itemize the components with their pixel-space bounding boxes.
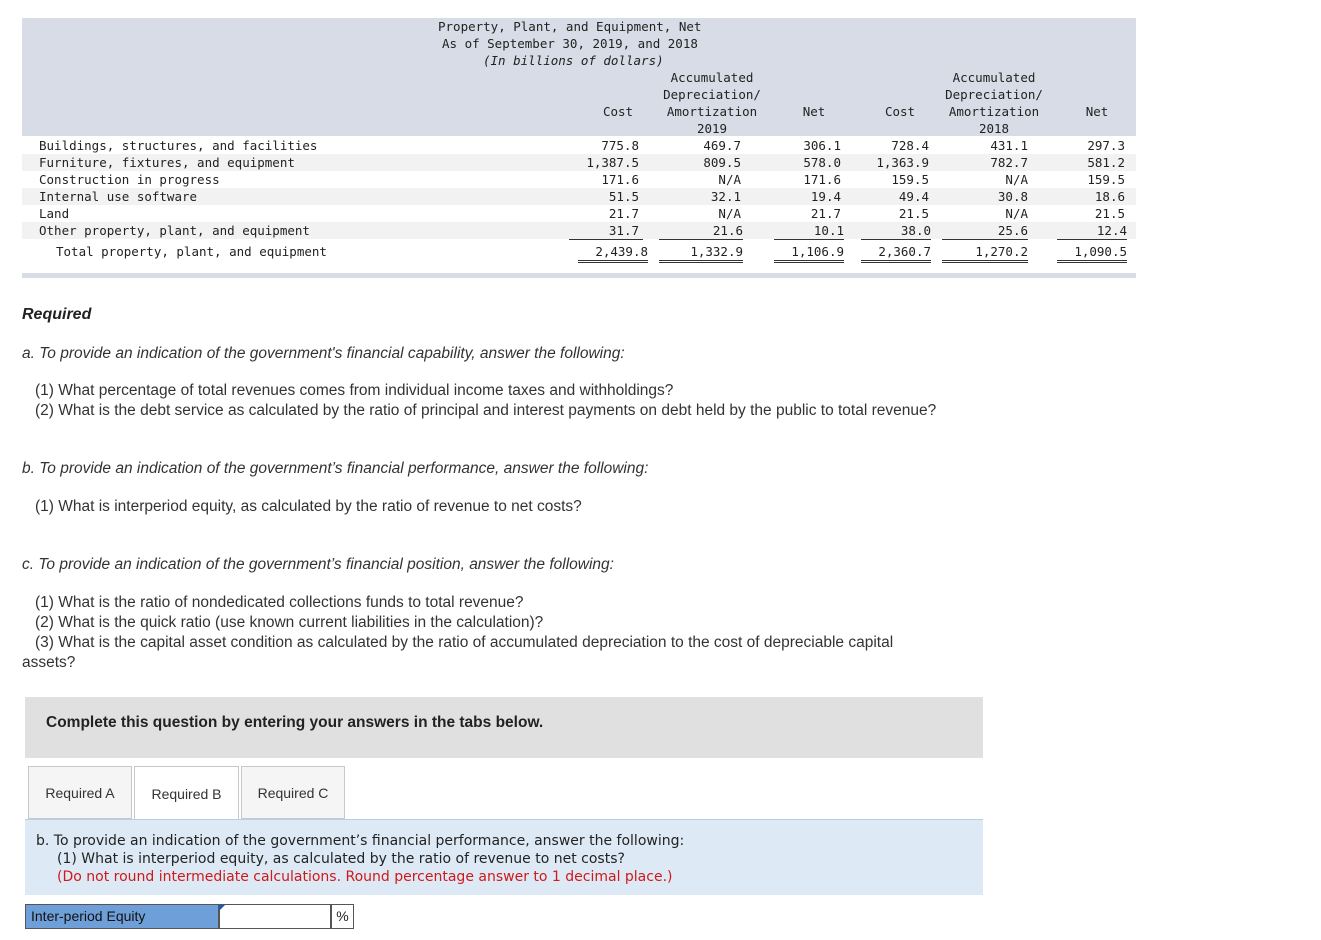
table-row [22, 188, 1136, 205]
part-c-intro: c. To provide an indication of the government’s financial position, answer the following: [22, 556, 614, 573]
table-row [22, 205, 1136, 222]
part-a-question-1: (1) What percentage of total revenues comes from individual income taxes and withholdings? [35, 382, 674, 399]
interperiod-equity-label: Inter-period Equity [25, 904, 219, 929]
cell-accum-2018: 782.7 [990, 155, 1028, 170]
cell-cost-2018: 49.4 [898, 189, 929, 204]
header-accum-2018-line-1: Accumulated [952, 70, 1036, 85]
part-c-question-2: (2) What is the quick ratio (use known current liabilities in the calculation)? [35, 614, 544, 631]
cell-cost-2019: 31.7 [569, 222, 643, 240]
table-row [22, 137, 1136, 154]
table-total-row [22, 242, 1136, 264]
tab-required-c[interactable]: Required C [241, 766, 345, 819]
total-accum-2019: 1,332.9 [659, 243, 743, 263]
instructions-box [25, 697, 983, 758]
table-bottom-strip [22, 273, 1136, 278]
header-net-2019: Net [802, 104, 826, 119]
cell-net-2018: 21.5 [1094, 206, 1125, 221]
header-year-2018: 2018 [978, 121, 1010, 136]
total-cost-2019: 2,439.8 [578, 243, 648, 263]
cell-net-2019: 578.0 [803, 155, 841, 170]
cell-accum-2018: 431.1 [990, 138, 1028, 153]
header-cost-2019: Cost [602, 104, 634, 119]
header-accum-2019-line-3: Amortization [666, 104, 758, 119]
total-accum-2018: 1,270.2 [942, 243, 1028, 263]
cell-net-2019: 10.1 [774, 222, 844, 240]
table-title-line-1: Property, Plant, and Equipment, Net [438, 19, 702, 34]
cell-net-2019: 306.1 [803, 138, 841, 153]
ppe-table [22, 18, 1136, 280]
instructions-text: Complete this question by entering your answers in the tabs below. [46, 714, 544, 731]
row-label: Construction in progress [39, 172, 220, 187]
cell-net-2019: 171.6 [803, 172, 841, 187]
total-label: Total property, plant, and equipment [56, 244, 327, 259]
part-a-intro: a. To provide an indication of the government's financial capability, answer the following: [22, 345, 625, 362]
cell-net-2018: 18.6 [1094, 189, 1125, 204]
cell-cost-2018: 21.5 [898, 206, 929, 221]
header-accum-2019-line-1: Accumulated [670, 70, 754, 85]
part-a-question-2: (2) What is the debt service as calculated by the ratio of principal and interest payments on debt held by the public to total revenue? [35, 402, 937, 419]
cell-net-2018: 159.5 [1087, 172, 1125, 187]
cell-net-2019: 19.4 [810, 189, 841, 204]
header-year-2019: 2019 [696, 121, 728, 136]
cell-accum-2018: N/A [1005, 172, 1028, 187]
part-c-question-1: (1) What is the ratio of nondedicated collections funds to total revenue? [35, 594, 524, 611]
table-row [22, 222, 1136, 239]
cell-cost-2019: 775.8 [601, 138, 639, 153]
part-b-question-1: (1) What is interperiod equity, as calculated by the ratio of revenue to net costs? [35, 498, 582, 515]
cell-accum-2019: 809.5 [703, 155, 741, 170]
cell-cost-2019: 51.5 [608, 189, 639, 204]
header-cost-2018: Cost [884, 104, 916, 119]
part-c-question-3-continued: assets? [22, 654, 76, 671]
tab-required-b[interactable]: Required B [134, 766, 239, 820]
header-accum-2018-line-3: Amortization [948, 104, 1040, 119]
cell-accum-2019: 32.1 [710, 189, 741, 204]
header-accum-2019-line-2: Depreciation/ [663, 87, 761, 102]
required-heading: Required [22, 306, 92, 323]
part-b-intro: b. To provide an indication of the government’s financial performance, answer the following: [22, 460, 649, 477]
cell-net-2019: 21.7 [810, 206, 841, 221]
cell-cost-2018: 1,363.9 [876, 155, 929, 170]
part-c-question-3: (3) What is the capital asset condition as calculated by the ratio of accumulated depreciation to the cost of depreciable capital [35, 634, 894, 651]
panel-intro: b. To provide an indication of the government’s financial performance, answer the following: [36, 833, 685, 849]
cell-cost-2019: 1,387.5 [586, 155, 639, 170]
table-units: (In billions of dollars) [483, 53, 664, 68]
cell-cost-2019: 171.6 [601, 172, 639, 187]
tab-panel-required-b [25, 819, 983, 895]
header-net-2018: Net [1085, 104, 1109, 119]
panel-rounding-note: (Do not round intermediate calculations. Round percentage answer to 1 decimal place.) [57, 869, 673, 885]
tab-required-a[interactable]: Required A [28, 766, 132, 819]
row-label: Furniture, fixtures, and equipment [39, 155, 295, 170]
interperiod-equity-input[interactable] [219, 904, 331, 929]
cell-accum-2019: 21.6 [659, 222, 743, 240]
row-label: Internal use software [39, 189, 198, 204]
cell-accum-2018: 30.8 [997, 189, 1028, 204]
total-net-2019: 1,106.9 [774, 243, 844, 263]
row-label: Land [39, 206, 70, 221]
cell-accum-2019: N/A [718, 172, 741, 187]
table-row [22, 154, 1136, 171]
total-net-2018: 1,090.5 [1057, 243, 1127, 263]
row-label: Buildings, structures, and facilities [39, 138, 318, 153]
cell-net-2018: 12.4 [1057, 222, 1127, 240]
header-accum-2018-line-2: Depreciation/ [945, 87, 1043, 102]
cell-accum-2018: 25.6 [942, 222, 1028, 240]
table-title-line-2: As of September 30, 2019, and 2018 [442, 36, 698, 51]
cell-cost-2018: 38.0 [861, 222, 931, 240]
table-row [22, 171, 1136, 188]
cell-accum-2019: N/A [718, 206, 741, 221]
cell-cost-2019: 21.7 [608, 206, 639, 221]
cell-cost-2018: 728.4 [891, 138, 929, 153]
cell-accum-2018: N/A [1005, 206, 1028, 221]
cell-net-2018: 297.3 [1087, 138, 1125, 153]
cell-accum-2019: 469.7 [703, 138, 741, 153]
cell-cost-2018: 159.5 [891, 172, 929, 187]
cell-net-2018: 581.2 [1087, 155, 1125, 170]
row-label: Other property, plant, and equipment [39, 223, 310, 238]
total-cost-2018: 2,360.7 [861, 243, 931, 263]
percent-unit: % [331, 904, 354, 929]
panel-question: (1) What is interperiod equity, as calculated by the ratio of revenue to net costs? [57, 851, 625, 867]
